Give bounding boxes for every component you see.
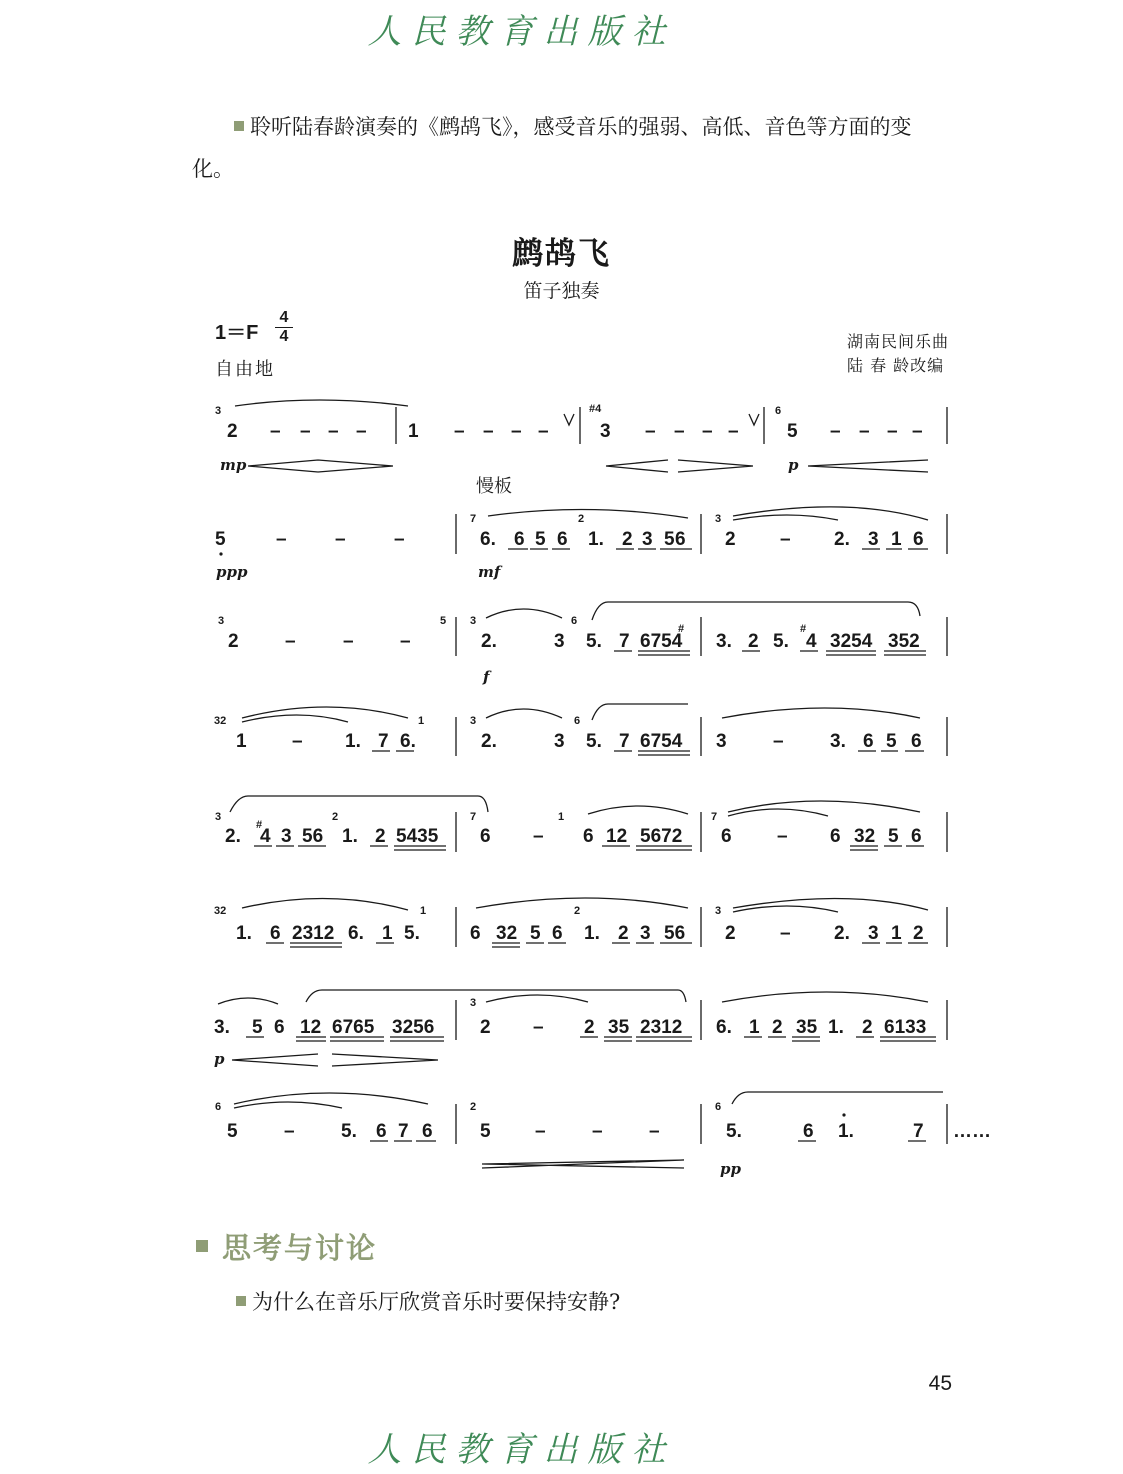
song-title: 鹧鸪飞 (512, 236, 611, 272)
svg-text:–: – (284, 1121, 295, 1142)
discussion-question-text: 为什么在音乐厅欣赏音乐时要保持安静? (252, 1290, 621, 1314)
svg-text:3.: 3. (830, 731, 846, 752)
svg-text:3: 3 (868, 529, 879, 550)
svg-text:–: – (645, 421, 656, 442)
svg-text:3: 3 (715, 513, 722, 525)
svg-text:3: 3 (640, 923, 651, 944)
svg-text:6: 6 (775, 405, 782, 417)
svg-text:2: 2 (227, 421, 238, 442)
svg-text:–: – (728, 421, 739, 442)
svg-text:3: 3 (715, 905, 722, 917)
svg-text:2: 2 (375, 826, 386, 847)
svg-text:–: – (356, 421, 367, 442)
svg-text:2: 2 (725, 923, 736, 944)
svg-text:–: – (343, 631, 354, 652)
credit-arranger: 陆 春 龄改编 (846, 356, 945, 375)
svg-text:7: 7 (378, 731, 389, 752)
svg-text:56: 56 (302, 826, 324, 847)
svg-text:6: 6 (274, 1017, 285, 1038)
svg-text:5.: 5. (404, 923, 420, 944)
svg-text:1.: 1. (236, 923, 252, 944)
svg-text:7: 7 (619, 631, 630, 652)
svg-text:–: – (859, 421, 870, 442)
svg-text:3.: 3. (716, 631, 732, 652)
intro-text: 聆听陆春龄演奏的《鹧鸪飞》，感受音乐的强弱、高低、音色等方面的变化。 (192, 115, 912, 181)
svg-text:–: – (276, 529, 287, 550)
svg-text:1.: 1. (342, 826, 358, 847)
svg-text:1.: 1. (828, 1017, 844, 1038)
svg-text:6.: 6. (480, 529, 496, 550)
svg-text:3.: 3. (214, 1017, 230, 1038)
discussion-heading-text: 思考与讨论 (222, 1231, 378, 1265)
page-number: 45 (928, 1372, 952, 1395)
svg-text:–: – (887, 421, 898, 442)
svg-text:1: 1 (558, 811, 565, 823)
svg-text:6765: 6765 (332, 1017, 375, 1038)
svg-text:5.: 5. (726, 1121, 742, 1142)
svg-text:2: 2 (228, 631, 239, 652)
svg-text:3: 3 (554, 631, 565, 652)
score (208, 392, 991, 1192)
svg-text:6: 6 (803, 1121, 814, 1142)
svg-text:3: 3 (470, 997, 477, 1009)
jianpu-score (208, 392, 991, 1192)
score-row-8 (215, 1092, 991, 1178)
svg-text:5.: 5. (586, 631, 602, 652)
svg-text:5: 5 (787, 421, 798, 442)
svg-text:35: 35 (796, 1017, 818, 1038)
svg-text:35: 35 (608, 1017, 630, 1038)
svg-text:6: 6 (721, 826, 732, 847)
key-text: 1＝F (215, 322, 259, 344)
square-bullet-icon (196, 1240, 208, 1252)
svg-text:–: – (538, 421, 549, 442)
svg-text:2: 2 (584, 1017, 595, 1038)
svg-text:–: – (454, 421, 465, 442)
svg-text:2: 2 (470, 1101, 477, 1113)
svg-text:7: 7 (470, 811, 477, 823)
svg-text:–: – (300, 421, 311, 442)
svg-text:3: 3 (470, 615, 477, 627)
svg-text:–: – (328, 421, 339, 442)
svg-text:6133: 6133 (884, 1017, 927, 1038)
svg-text:6: 6 (574, 715, 581, 727)
svg-text:1: 1 (891, 529, 902, 550)
svg-text:6: 6 (215, 1101, 222, 1113)
svg-text:6: 6 (911, 826, 922, 847)
svg-text:2: 2 (618, 923, 629, 944)
svg-text:3254: 3254 (830, 631, 873, 652)
credits (847, 330, 949, 378)
svg-text:6: 6 (514, 529, 525, 550)
svg-text:5.: 5. (586, 731, 602, 752)
svg-text:5: 5 (888, 826, 899, 847)
tempo-change: 慢板 (476, 476, 512, 497)
svg-text:5: 5 (215, 529, 226, 550)
svg-text:1.: 1. (584, 923, 600, 944)
svg-text:2312: 2312 (640, 1017, 683, 1038)
svg-text:6: 6 (557, 529, 568, 550)
svg-text:6: 6 (913, 529, 924, 550)
svg-text:3: 3 (470, 715, 477, 727)
svg-text:5672: 5672 (640, 826, 683, 847)
svg-text:5.: 5. (341, 1121, 357, 1142)
svg-text:32: 32 (496, 923, 518, 944)
svg-text:–: – (702, 421, 713, 442)
score-row-5 (215, 796, 947, 852)
svg-text:1.: 1. (838, 1121, 854, 1142)
svg-text:6: 6 (470, 923, 481, 944)
svg-text:6: 6 (376, 1121, 387, 1142)
svg-text:2: 2 (862, 1017, 873, 1038)
svg-text:2: 2 (574, 905, 581, 917)
svg-text:#: # (256, 819, 263, 831)
tempo-marking: 自由地 (215, 359, 275, 380)
svg-text:–: – (780, 923, 791, 944)
svg-text:–: – (335, 529, 346, 550)
svg-text:32: 32 (214, 905, 227, 917)
svg-text:3: 3 (215, 811, 222, 823)
svg-text:–: – (649, 1121, 660, 1142)
svg-text:3: 3 (600, 421, 611, 442)
svg-text:2.: 2. (481, 731, 497, 752)
svg-text:6.: 6. (400, 731, 416, 752)
svg-text:–: – (270, 421, 281, 442)
svg-text:–: – (912, 421, 923, 442)
svg-text:7: 7 (398, 1121, 409, 1142)
svg-text:3: 3 (281, 826, 292, 847)
svg-text:2.: 2. (834, 923, 850, 944)
svg-text:–: – (400, 631, 411, 652)
svg-text:6: 6 (911, 731, 922, 752)
svg-text:2.: 2. (481, 631, 497, 652)
svg-text:#4: #4 (589, 403, 602, 415)
svg-text:6: 6 (552, 923, 563, 944)
time-signature-bottom: 4 (279, 328, 289, 345)
svg-text:7: 7 (913, 1121, 924, 1142)
svg-text:1.: 1. (345, 731, 361, 752)
svg-text:1: 1 (749, 1017, 760, 1038)
svg-text:4: 4 (260, 826, 271, 847)
svg-text:56: 56 (664, 923, 686, 944)
dynamic-mf: mf (478, 563, 501, 581)
svg-text:2: 2 (913, 923, 924, 944)
dynamic-p-2: p (214, 1050, 225, 1068)
svg-text:12: 12 (606, 826, 628, 847)
discussion-question (236, 1286, 620, 1316)
svg-text:32: 32 (214, 715, 227, 727)
svg-text:–: – (483, 421, 494, 442)
svg-text:–: – (292, 731, 303, 752)
svg-text:3: 3 (868, 923, 879, 944)
svg-text:3: 3 (716, 731, 727, 752)
svg-text:2: 2 (772, 1017, 783, 1038)
publisher-logo-bottom: 人民教育出版社 (367, 1430, 676, 1470)
dynamic-ppp: ppp (216, 563, 248, 581)
svg-text:2.: 2. (225, 826, 241, 847)
svg-text:352: 352 (888, 631, 920, 652)
score-row-7 (214, 990, 947, 1068)
svg-text:–: – (773, 731, 784, 752)
svg-text:5: 5 (227, 1121, 238, 1142)
bullet-icon (234, 121, 244, 131)
svg-text:3: 3 (215, 405, 222, 417)
svg-text:2.: 2. (834, 529, 850, 550)
svg-text:2: 2 (748, 631, 759, 652)
score-row-2 (215, 476, 947, 581)
svg-text:6: 6 (715, 1101, 722, 1113)
svg-text:–: – (285, 631, 296, 652)
svg-text:6: 6 (422, 1121, 433, 1142)
svg-text:–: – (533, 826, 544, 847)
score-row-6 (214, 898, 947, 947)
svg-text:5435: 5435 (396, 826, 439, 847)
continuation-dots: …… (953, 1121, 991, 1142)
svg-text:–: – (777, 826, 788, 847)
svg-text:6: 6 (675, 529, 686, 550)
svg-text:1: 1 (382, 923, 393, 944)
svg-text:–: – (533, 1017, 544, 1038)
svg-text:3: 3 (554, 731, 565, 752)
svg-text:1: 1 (891, 923, 902, 944)
credit-origin: 湖南民间乐曲 (846, 332, 949, 351)
discussion-heading (196, 1226, 377, 1267)
svg-text:5: 5 (664, 529, 675, 550)
svg-text:6.: 6. (348, 923, 364, 944)
svg-text:6: 6 (583, 826, 594, 847)
svg-text:2312: 2312 (292, 923, 335, 944)
svg-text:1.: 1. (588, 529, 604, 550)
svg-text:6: 6 (863, 731, 874, 752)
svg-text:5: 5 (530, 923, 541, 944)
dynamic-pp: pp (720, 1160, 741, 1178)
score-row-1 (215, 400, 947, 474)
svg-text:3256: 3256 (392, 1017, 435, 1038)
svg-text:6754: 6754 (640, 731, 683, 752)
svg-text:#: # (678, 623, 685, 635)
svg-text:–: – (780, 529, 791, 550)
svg-text:–: – (394, 529, 405, 550)
svg-text:6754: 6754 (640, 631, 683, 652)
svg-text:4: 4 (806, 631, 817, 652)
svg-text:2: 2 (480, 1017, 491, 1038)
svg-text:1: 1 (236, 731, 247, 752)
svg-text:5: 5 (886, 731, 897, 752)
svg-text:5: 5 (480, 1121, 491, 1142)
svg-text:1: 1 (408, 421, 419, 442)
svg-text:12: 12 (300, 1017, 322, 1038)
svg-text:1: 1 (420, 905, 427, 917)
svg-text:–: – (511, 421, 522, 442)
svg-text:–: – (535, 1121, 546, 1142)
key-signature (215, 316, 258, 345)
svg-text:5: 5 (440, 615, 447, 627)
time-signature (275, 310, 293, 345)
svg-text:2: 2 (725, 529, 736, 550)
svg-text:6: 6 (480, 826, 491, 847)
dynamic-mp: mp (220, 456, 247, 474)
publisher-logo-top: 人民教育出版社 (367, 12, 676, 52)
svg-text:–: – (592, 1121, 603, 1142)
svg-text:7: 7 (470, 513, 477, 525)
svg-text:6: 6 (270, 923, 281, 944)
svg-text:3: 3 (642, 529, 653, 550)
dynamic-p: p (788, 456, 799, 474)
svg-text:7: 7 (619, 731, 630, 752)
svg-text:3: 3 (218, 615, 225, 627)
svg-text:5: 5 (252, 1017, 263, 1038)
svg-text:6: 6 (830, 826, 841, 847)
svg-text:#: # (800, 623, 807, 635)
dynamic-f: f (483, 668, 490, 686)
time-signature-top: 4 (279, 309, 289, 326)
svg-text:2: 2 (622, 529, 633, 550)
svg-text:–: – (674, 421, 685, 442)
svg-text:2: 2 (578, 513, 585, 525)
svg-text:6.: 6. (716, 1017, 732, 1038)
svg-text:1: 1 (418, 715, 425, 727)
svg-text:6: 6 (571, 615, 578, 627)
bullet-icon (236, 1296, 246, 1306)
svg-text:2: 2 (332, 811, 339, 823)
svg-text:32: 32 (854, 826, 876, 847)
svg-text:5.: 5. (773, 631, 789, 652)
svg-text:7: 7 (711, 811, 718, 823)
score-row-3 (218, 602, 947, 686)
svg-text:–: – (830, 421, 841, 442)
svg-text:5: 5 (535, 529, 546, 550)
song-subtitle: 笛子独奏 (523, 280, 600, 302)
intro-paragraph (192, 106, 942, 190)
score-row-4 (214, 704, 947, 756)
